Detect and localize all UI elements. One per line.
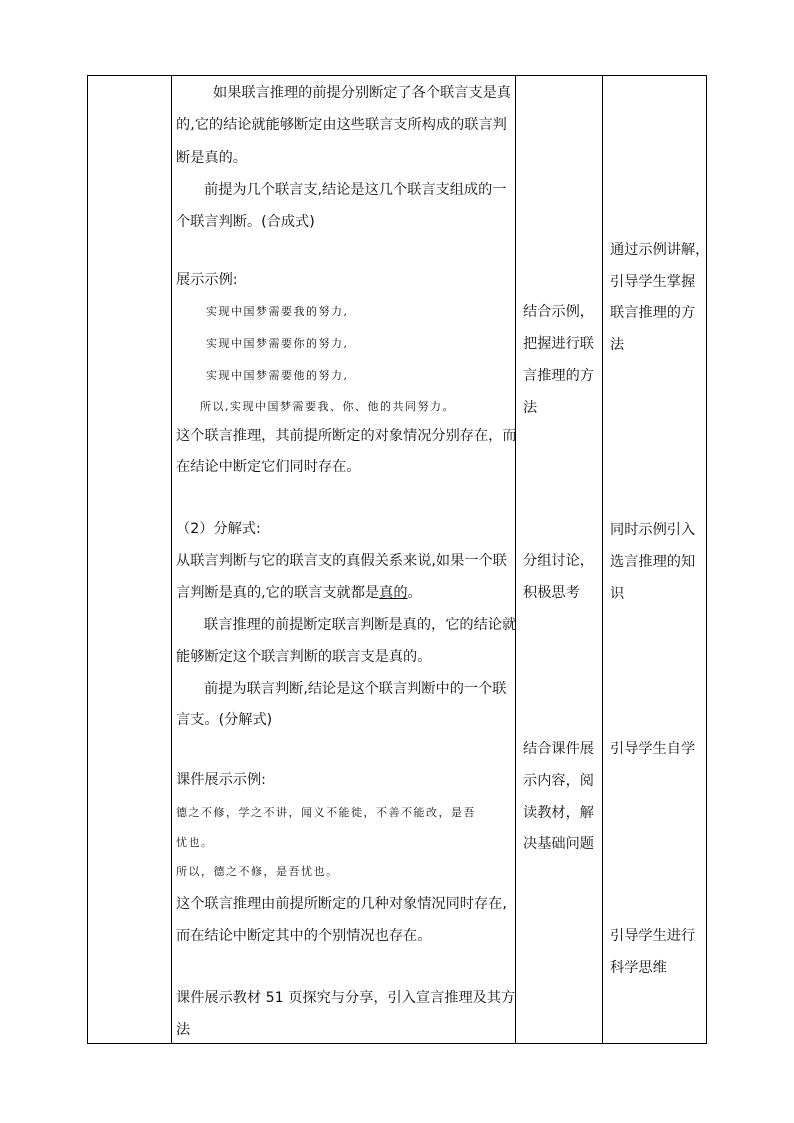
content-line: 个联言判断。(合成式): [176, 214, 315, 230]
lesson-table: [87, 75, 710, 1044]
content-line: 从联言判断与它的联言支的真假关系来说,如果一个联: [176, 553, 507, 569]
content-line: 在结论中断定它们同时存在。: [176, 459, 361, 475]
intent-line: 同时示例引入: [610, 522, 696, 538]
activity-line: 决基础问题: [523, 836, 594, 852]
intent-line: 引导学生自学: [610, 741, 696, 757]
content-line: 断是真的。: [176, 150, 247, 166]
intent-line: 通过示例讲解，: [610, 242, 710, 258]
content-line: 课件展示教材 51 页探究与分享，引入宣言推理及其方: [176, 990, 516, 1006]
activity-line: 法: [523, 400, 538, 416]
section-heading: 课件展示示例:: [176, 772, 266, 788]
content-line: 法: [176, 1022, 191, 1038]
activity-line: 积极思考: [523, 585, 580, 601]
content-line: 这个联言推理由前提所断定的几种对象情况同时存在,: [176, 896, 507, 912]
intent-line: 法: [610, 337, 625, 353]
intent-line: 联言推理的方: [610, 305, 696, 321]
activity-line: 结合课件展: [523, 741, 594, 757]
content-line: 言支。(分解式): [176, 712, 273, 728]
content-line: 能够断定这个联言判断的联言支是真的。: [176, 649, 432, 665]
content-line: 联言推理的前提断定联言判断是真的，它的结论就: [204, 617, 517, 633]
intent-line: 识: [610, 586, 625, 602]
section-heading: （2）分解式:: [176, 521, 261, 537]
content-line: 如果联言推理的前提分别断定了各个联言支是真: [213, 85, 511, 101]
example-conclusion: 所以,实现中国梦需要我、你、他的共同努力。: [200, 400, 455, 413]
activity-line: 把握进行联: [523, 336, 594, 352]
activity-line: 分组讨论，: [523, 553, 594, 569]
content-line: 而在结论中断定其中的个别情况也存在。: [176, 928, 432, 944]
content-line: 前提为联言判断,结论是这个联言判断中的一个联: [204, 681, 507, 697]
activity-line: 言推理的方: [523, 368, 594, 384]
content-line: 这个联言推理，其前提所断定的对象情况分别存在，而: [176, 428, 517, 444]
content-line: 的,它的结论就能够断定由这些联言支所构成的联言判: [176, 117, 507, 133]
content-line: 言判断是真的,它的联言支就都是真的。: [176, 585, 422, 601]
teaching-content-column: [172, 76, 515, 1043]
section-heading: 展示示例:: [176, 272, 238, 288]
activity-line: 示内容，阅: [523, 773, 594, 789]
design-intent-column: [603, 76, 710, 1043]
student-activity-column: [516, 76, 602, 1043]
example-line: 实现中国梦需要他的努力,: [206, 369, 349, 382]
activity-line: 读教材，解: [523, 805, 594, 821]
intent-line: 科学思维: [610, 960, 667, 976]
underlined-term: 真的: [379, 585, 408, 601]
example-line: 德之不修，学之不讲，闻义不能徙，不善不能改，是吾: [176, 806, 476, 819]
example-line: 实现中国梦需要你的努力,: [206, 337, 349, 350]
example-line: 实现中国梦需要我的努力,: [206, 305, 349, 318]
example-line: 忧也。: [176, 836, 214, 849]
intent-line: 引导学生掌握: [610, 274, 696, 290]
activity-line: 结合示例，: [523, 304, 594, 320]
intent-line: 选言推理的知: [610, 554, 696, 570]
label-column: [88, 76, 171, 1043]
intent-line: 引导学生进行: [610, 928, 696, 944]
content-line: 前提为几个联言支,结论是这几个联言支组成的一: [204, 182, 507, 198]
example-conclusion: 所以，德之不修，是吾忧也。: [176, 865, 339, 878]
